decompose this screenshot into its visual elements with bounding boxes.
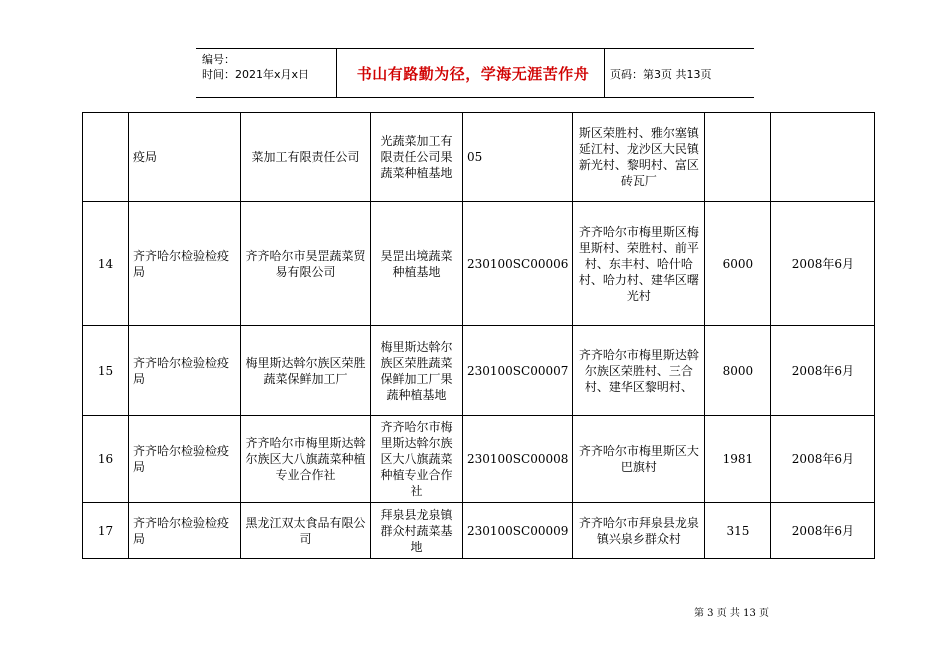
company-cell: 齐齐哈尔市昊罡蔬菜贸易有限公司 [241,202,371,326]
area-cell: 1981 [705,416,771,503]
agency-cell: 齐齐哈尔检验检疫局 [129,416,241,503]
agency-cell: 疫局 [129,113,241,202]
address-cell: 齐齐哈尔市梅里斯区梅里斯村、荣胜村、前平村、东丰村、哈什哈村、哈力村、建华区曙光村 [573,202,705,326]
page-label: 页码：第3页 共13页 [610,68,712,81]
company-cell: 黑龙江双太食品有限公司 [241,503,371,559]
agency-cell: 齐齐哈尔检验检疫局 [129,503,241,559]
number-label: 编号： [202,53,235,66]
area-cell [705,113,771,202]
agency-cell: 齐齐哈尔检验检疫局 [129,326,241,416]
base-cell: 光蔬菜加工有限责任公司果蔬菜种植基地 [371,113,463,202]
row-number [83,113,129,202]
page-footer: 第 3 页 共 13 页 [694,608,769,619]
date-cell: 2008年6月 [771,503,875,559]
area-cell: 315 [705,503,771,559]
page-header [196,48,754,98]
base-cell: 昊罡出境蔬菜种植基地 [371,202,463,326]
base-cell: 齐齐哈尔市梅里斯达斡尔族区大八旗蔬菜种植专业合作社 [371,416,463,503]
address-cell: 齐齐哈尔市梅里斯区大巴旗村 [573,416,705,503]
date-cell: 2008年6月 [771,202,875,326]
base-cell: 梅里斯达斡尔族区荣胜蔬菜保鲜加工厂果蔬种植基地 [371,326,463,416]
address-cell: 齐齐哈尔市梅里斯达斡尔族区荣胜村、三合村、建华区黎明村、 [573,326,705,416]
code-cell: 230100SC00009 [463,503,573,559]
date-cell: 2008年6月 [771,416,875,503]
base-cell: 拜泉县龙泉镇群众村蔬菜基地 [371,503,463,559]
address-cell: 齐齐哈尔市拜泉县龙泉镇兴泉乡群众村 [573,503,705,559]
row-number: 14 [83,202,129,326]
header-meta [202,52,309,82]
code-cell: 230100SC00007 [463,326,573,416]
code-cell: 230100SC00008 [463,416,573,503]
table-row [83,326,875,416]
agency-cell: 齐齐哈尔检验检疫局 [129,202,241,326]
area-cell: 6000 [705,202,771,326]
table-row [83,113,875,202]
company-cell: 菜加工有限责任公司 [241,113,371,202]
table-row [83,416,875,503]
table-row [83,503,875,559]
row-number: 16 [83,416,129,503]
header-divider [604,49,605,97]
company-cell: 梅里斯达斡尔族区荣胜蔬菜保鲜加工厂 [241,326,371,416]
header-divider [336,49,337,97]
company-cell: 齐齐哈尔市梅里斯达斡尔族区大八旗蔬菜种植专业合作社 [241,416,371,503]
code-cell: 05 [463,113,573,202]
date-cell: 2008年6月 [771,326,875,416]
row-number: 17 [83,503,129,559]
date-label: 时间：2021年x月x日 [202,68,310,81]
data-table [82,112,875,559]
date-cell [771,113,875,202]
motto-text: 书山有路勤为径，学海无涯苦作舟 [356,65,590,83]
area-cell: 8000 [705,326,771,416]
table-row [83,202,875,326]
code-cell: 230100SC00006 [463,202,573,326]
address-cell: 斯区荣胜村、雅尔塞镇延江村、龙沙区大民镇新光村、黎明村、富区砖瓦厂 [573,113,705,202]
row-number: 15 [83,326,129,416]
